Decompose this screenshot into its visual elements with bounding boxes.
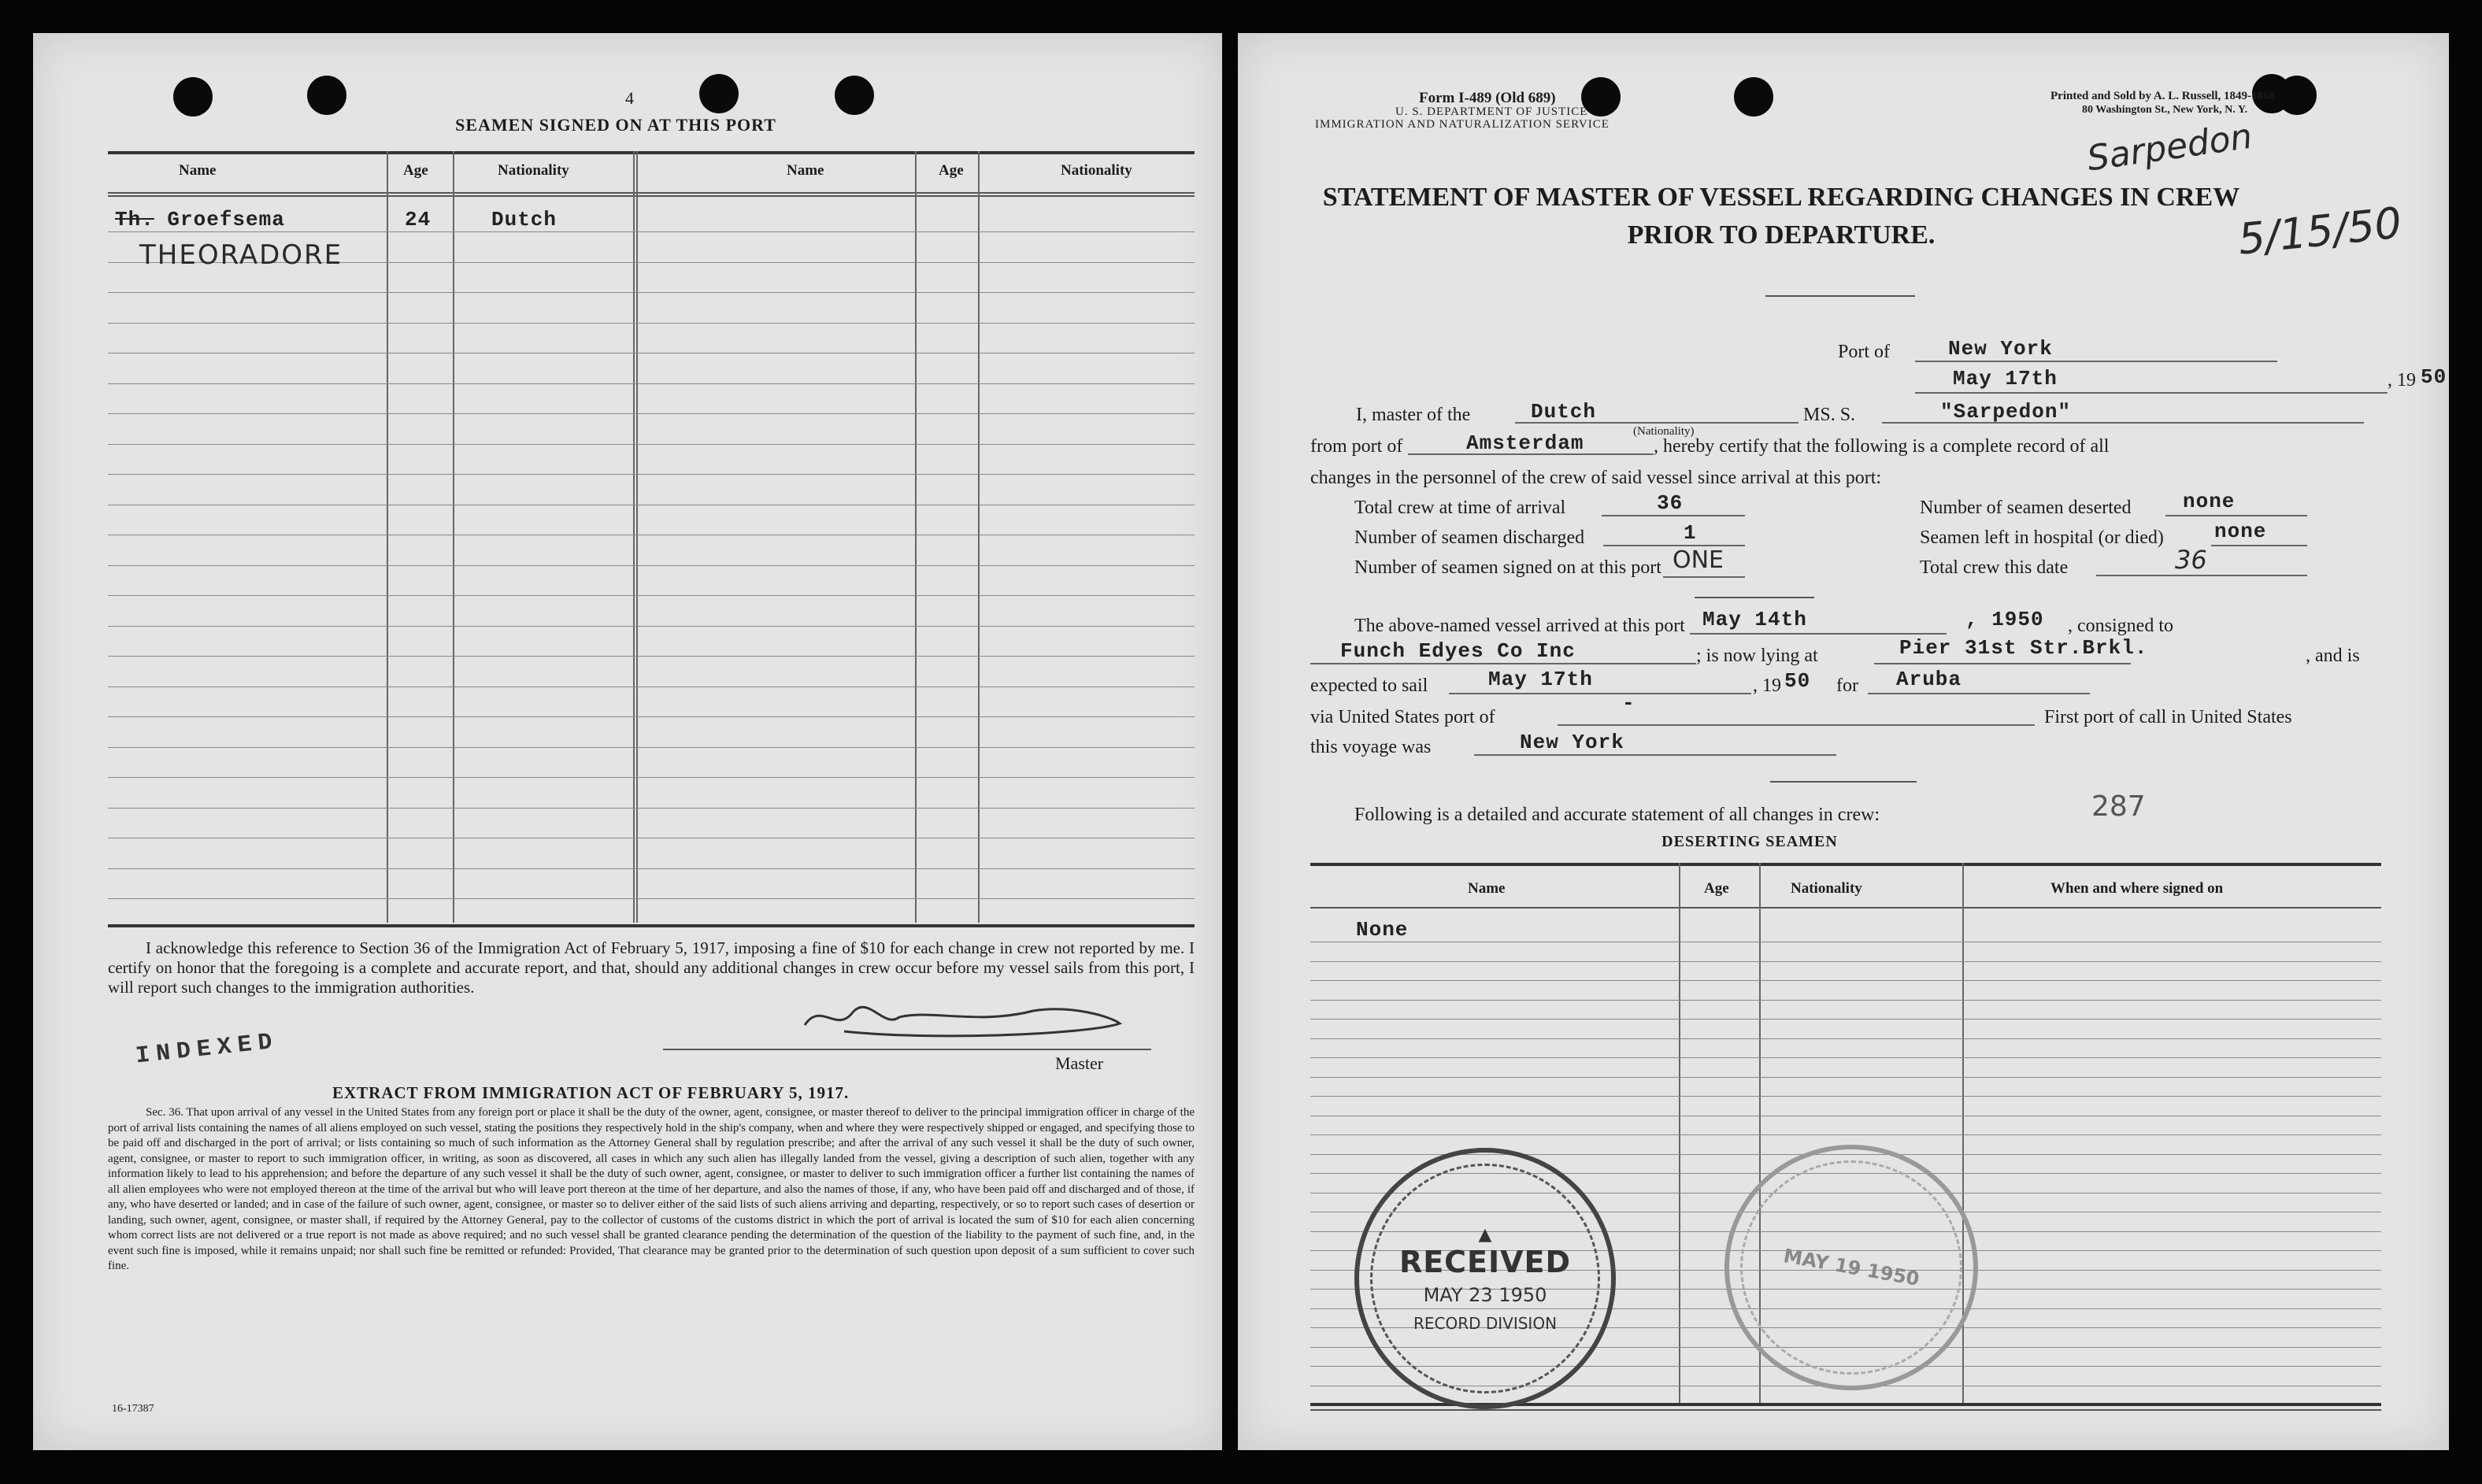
desert-col-nationality: Nationality xyxy=(1791,880,1862,897)
and-is-label: , and is xyxy=(2306,646,2360,666)
section-title: SEAMEN SIGNED ON AT THIS PORT xyxy=(455,115,776,135)
deserted-value: none xyxy=(2183,490,2236,513)
signed-on-value: ONE xyxy=(1673,546,1724,574)
stamp-received-text: RECEIVED xyxy=(1398,1244,1572,1279)
voyage-label: this voyage was xyxy=(1310,737,1432,757)
table-row-line xyxy=(108,474,1195,475)
handwritten-ship-name: Sarpedon xyxy=(2084,116,2255,179)
deserting-header-rule xyxy=(1310,907,2381,909)
table-row-line xyxy=(108,444,1195,445)
table-row-line xyxy=(108,898,1195,899)
deserting-row-line xyxy=(1310,1096,2381,1097)
deserting-row-line xyxy=(1310,1077,2381,1078)
title-rule xyxy=(1765,295,1915,297)
hospital-value: none xyxy=(2214,520,2267,543)
expected-value: May 17th xyxy=(1488,668,1593,691)
deserting-table-bottom-2 xyxy=(1310,1409,2381,1411)
col-header-age: Age xyxy=(403,162,428,179)
destination-field xyxy=(1868,693,2090,694)
arrived-field xyxy=(1690,633,1947,635)
voyage-value: New York xyxy=(1520,731,1624,754)
following-value: 287 xyxy=(2091,790,2146,823)
certify-text-2: changes in the personnel of the crew of said vessel since arrival at this port: xyxy=(1310,468,1882,488)
via-label: via United States port of xyxy=(1310,707,1495,727)
seaman-nationality: Dutch xyxy=(491,208,558,231)
lying-value: Pier 31st Str.Brkl. xyxy=(1899,636,2148,660)
signed-on-field xyxy=(1663,576,1745,578)
hospital-label: Seamen left in hospital (or died) xyxy=(1920,527,2164,548)
lying-label: ; is now lying at xyxy=(1696,646,1818,666)
col-header-nationality: Nationality xyxy=(498,162,569,179)
table-row-line xyxy=(108,565,1195,566)
deserting-row-line xyxy=(1310,980,2381,981)
form-title-line-2: PRIOR TO DEPARTURE. xyxy=(1627,220,1936,250)
master-label: Master xyxy=(1055,1053,1104,1073)
form-code: 16-17387 xyxy=(112,1403,154,1415)
total-crew-date-value: 36 xyxy=(2175,545,2207,575)
certify-text: , hereby certify that the following is a complete record of all xyxy=(1654,436,2110,457)
via-value: - xyxy=(1622,691,1636,715)
arrived-year: , 1950 xyxy=(1965,608,2044,631)
consigned-label: , consigned to xyxy=(2068,616,2173,636)
arrived-label: The above-named vessel arrived at this port xyxy=(1354,616,1685,636)
expected-label: expected to sail xyxy=(1310,675,1428,696)
col-header-age-2: Age xyxy=(939,162,964,179)
destination-value: Aruba xyxy=(1896,668,1962,691)
consignee-value: Funch Edyes Co Inc xyxy=(1340,639,1576,663)
table-row xyxy=(115,208,285,231)
table-header-rule xyxy=(108,192,1195,194)
table-row-line xyxy=(108,231,1195,232)
expected-year-prefix: , 19 xyxy=(1753,675,1781,696)
date-field xyxy=(1915,392,2388,394)
stamp-division-text: RECORD DIVISION xyxy=(1413,1313,1558,1333)
punch-hole xyxy=(307,76,346,115)
signed-on-label: Number of seamen signed on at this port xyxy=(1354,557,1661,578)
expected-field xyxy=(1449,693,1751,694)
desert-col-age: Age xyxy=(1704,880,1729,897)
stamp-received-date: MAY 23 1950 xyxy=(1423,1283,1547,1306)
table-row-line xyxy=(108,383,1195,384)
table-row-line xyxy=(108,716,1195,717)
table-row-line xyxy=(108,656,1195,657)
vessel-prefix: MS. S. xyxy=(1803,405,1856,425)
nationality-caption: (Nationality) xyxy=(1633,425,1695,438)
seaman-age: 24 xyxy=(405,208,432,231)
left-page xyxy=(33,33,1222,1450)
punch-hole xyxy=(1734,77,1773,117)
indexed-stamp: INDEXED xyxy=(134,1028,280,1071)
from-port-label: from port of xyxy=(1310,436,1403,457)
deserting-table-top xyxy=(1310,863,2381,866)
vessel-name: "Sarpedon" xyxy=(1940,400,2072,424)
table-row-line xyxy=(108,808,1195,809)
acknowledgment-text: I acknowledge this reference to Section 36 of the Immigration Act of February 5, 1917, imposing a fine of $10 for each change in crew not reported by me. I certify on honor that the foregoing is a complete and accurate report, and that, should any additional changes in crew occur before my vessel sails from this port, I will report such changes to the immigration authorities. xyxy=(108,938,1195,997)
table-top-rule xyxy=(108,151,1195,154)
deserting-row-line xyxy=(1310,1019,2381,1020)
page-number: 4 xyxy=(625,88,634,108)
deserting-entry: None xyxy=(1356,918,1409,942)
printer-line-2: 80 Washington St., New York, N. Y. xyxy=(2082,104,2248,116)
nationality-value: Dutch xyxy=(1531,400,1597,424)
table-header xyxy=(108,159,1195,186)
total-crew-arrival-field xyxy=(1602,515,1745,516)
table-row-line xyxy=(108,747,1195,748)
seaman-given-name: THEORADORE xyxy=(139,239,343,271)
total-crew-arrival-label: Total crew at time of arrival xyxy=(1354,498,1566,518)
name-prefix-struck: Th. xyxy=(115,208,154,231)
punch-hole xyxy=(173,77,213,117)
faint-date-stamp xyxy=(1724,1145,1978,1390)
deserted-label: Number of seamen deserted xyxy=(1920,498,2132,518)
master-of-label: I, master of the xyxy=(1356,405,1471,425)
table-row-line xyxy=(108,868,1195,869)
deserting-row-line xyxy=(1310,1057,2381,1058)
port-field xyxy=(1915,361,2277,362)
service: IMMIGRATION AND NATURALIZATION SERVICE xyxy=(1315,118,1610,131)
stamp2-date: MAY 19 1950 xyxy=(1781,1245,1921,1290)
section-rule xyxy=(1770,781,1917,783)
punch-hole xyxy=(835,76,874,115)
expected-year-suffix: 50 xyxy=(1784,669,1811,693)
form-number: Form I-489 (Old 689) xyxy=(1419,90,1556,106)
following-label: Following is a detailed and accurate statement of all changes in crew: xyxy=(1354,805,1880,825)
printer-line-1: Printed and Sold by A. L. Russell, 1849-1868 xyxy=(2050,90,2276,102)
table-header-rule-2 xyxy=(108,195,1195,197)
desert-col-signed-on: When and where signed on xyxy=(2050,880,2224,897)
signature-line xyxy=(663,1049,1151,1050)
total-crew-arrival-value: 36 xyxy=(1657,491,1684,515)
from-port-value: Amsterdam xyxy=(1466,431,1584,455)
table-row-line xyxy=(108,292,1195,293)
deserting-row-line xyxy=(1310,1000,2381,1001)
col-header-nationality-2: Nationality xyxy=(1061,162,1132,179)
table-row-line xyxy=(108,686,1195,687)
deserting-row-line xyxy=(1310,1038,2381,1039)
total-crew-date-field xyxy=(2096,575,2307,576)
lying-field xyxy=(1874,663,2131,664)
for-label: for xyxy=(1836,675,1858,696)
first-port-label: First port of call in United States xyxy=(2044,707,2292,727)
right-page xyxy=(1238,33,2449,1450)
received-stamp: ▲ RECEIVED MAY 23 1950 RECORD DIVISION xyxy=(1354,1148,1616,1409)
section-rule xyxy=(1695,597,1814,598)
hospital-field xyxy=(2211,545,2307,546)
consignee-field xyxy=(1310,663,1696,664)
deserting-row-line xyxy=(1310,1134,2381,1135)
port-label: Port of xyxy=(1838,342,1890,362)
col-header-name-2: Name xyxy=(787,162,824,179)
extract-title: EXTRACT FROM IMMIGRATION ACT OF FEBRUARY 5, 1917. xyxy=(332,1083,850,1102)
table-row-line xyxy=(108,626,1195,627)
via-field xyxy=(1558,724,2035,726)
punch-hole xyxy=(699,74,739,113)
extract-text: Sec. 36. That upon arrival of any vessel in the United States from any foreign port or place it shall be the duty of the owner, agent, consignee, or master thereof to deliver to the principal immigration officer in charge of the port of arrival lists containing the names of all aliens employed on such vessel, stating the positions they respectively hold in the ship's company, when and where they were respectively shipped or engaged, and specifying those to be paid off and discharged in the port of arrival; or lists containing so much of such information as the Attorney General shall by regulation prescribe; and after the arrival of any such vessel it shall be the duty of such owner, agent, consignee, or master to report to such immigration officer, in writing, as soon as discovered, all cases in which any such alien has illegally landed from the vessel, giving a description of such alien, together with any information likely to lead to his apprehension; and before the departure of any such vessel it shall be the duty of such owner, agent, consignee, or master to deliver to such immigration officer a further list containing the names of all alien employees who were not employed thereon at the time of the arrival but who will leave port thereon at the time of her departure, and also the names of those, if any, who have been paid off and discharged and of those, if any, who have deserted or landed; and in case of the failure of such owner, agent, consignee, or master so to deliver either of the said lists of such aliens arriving and departing, respectively, or so to report such cases of desertion or landing, such owner, agent, consignee, or master shall, if required by the Attorney General, pay to the collector of customs of the customs district in which the port of arrival is located the sum of $10 for each alien concerning whom correct lists are not delivered or a true report is not made as above required; and no such vessel shall be granted clearance pending the determination of the question of the liability to the payment of such fine, and, in the event such fine is imposed, while it remains unpaid; nor shall such fine be remitted or refunded: Provided, That clearance may be granted prior to the determination of such question upon deposit of a sum sufficient to cover such fine. xyxy=(108,1106,1195,1272)
col-header-name: Name xyxy=(179,162,217,179)
port-value: New York xyxy=(1948,337,2053,361)
seaman-surname: Groefsema xyxy=(167,208,285,231)
deserting-row-line xyxy=(1310,961,2381,962)
date-value: May 17th xyxy=(1953,367,2058,390)
deserted-field xyxy=(2165,515,2307,516)
discharged-value: 1 xyxy=(1684,521,1697,545)
table-row-line xyxy=(108,777,1195,778)
master-signature xyxy=(773,994,1135,1049)
year-prefix: , 19 xyxy=(2388,370,2416,390)
voyage-field xyxy=(1474,754,1836,756)
table-row-line xyxy=(108,323,1195,324)
table-row-line xyxy=(108,413,1195,414)
form-title-line-1: STATEMENT OF MASTER OF VESSEL REGARDING CHANGES IN CREW xyxy=(1322,183,2240,212)
year-suffix: 50 xyxy=(2421,365,2447,389)
arrived-value: May 14th xyxy=(1702,608,1807,631)
table-bottom-rule xyxy=(108,924,1195,927)
deserting-title: DESERTING SEAMEN xyxy=(1661,833,1838,850)
discharged-label: Number of seamen discharged xyxy=(1354,527,1585,548)
handwritten-date: 5/15/50 xyxy=(2236,198,2404,265)
desert-col-name: Name xyxy=(1468,880,1506,897)
department: U. S. DEPARTMENT OF JUSTICE xyxy=(1395,105,1588,118)
table-row-line xyxy=(108,595,1195,596)
total-crew-date-label: Total crew this date xyxy=(1920,557,2069,578)
